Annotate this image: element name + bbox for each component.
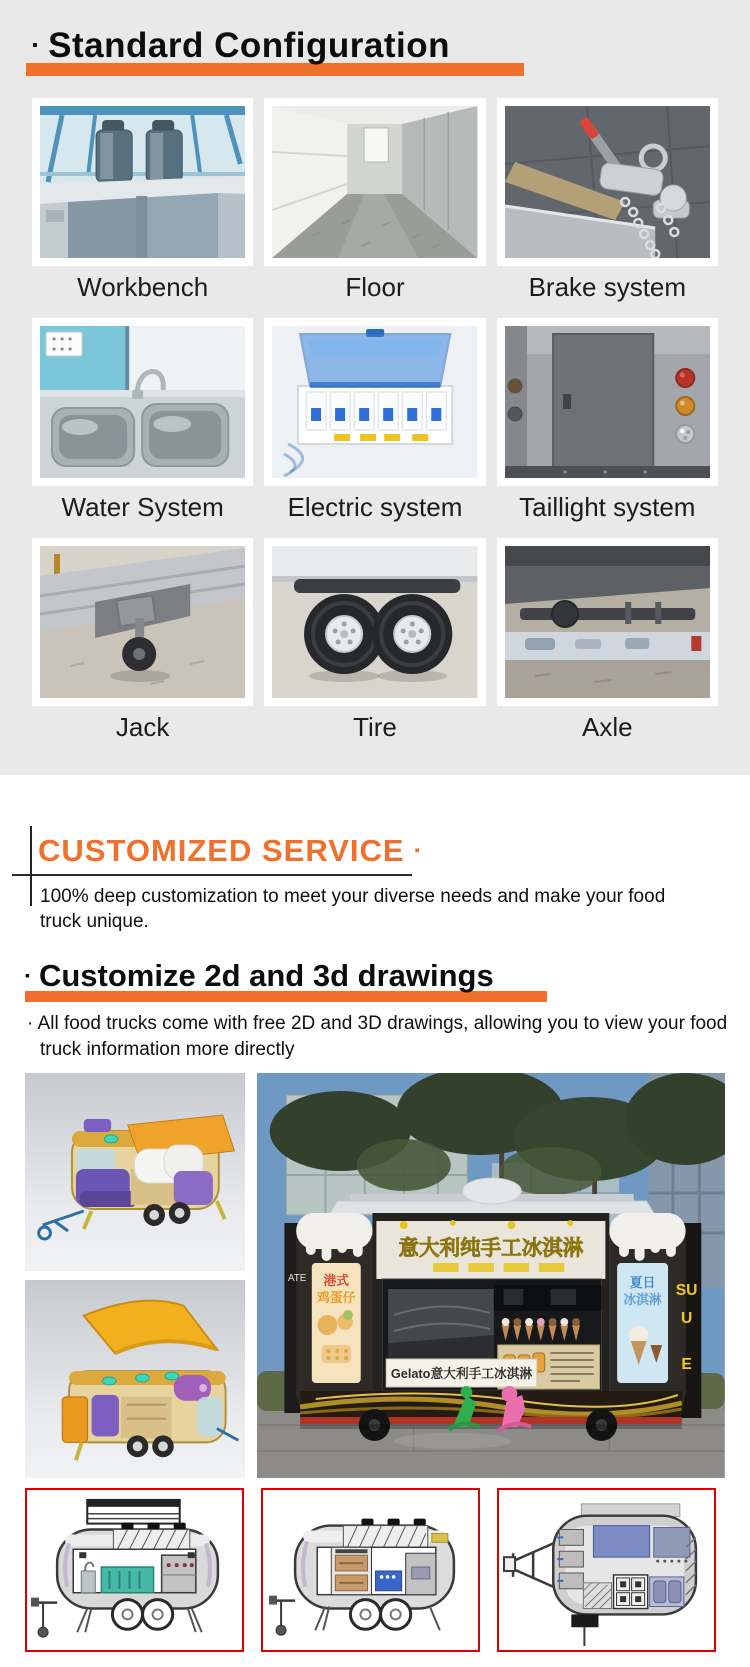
cad-drawing-1: [25, 1073, 245, 1271]
config-item-axle: [497, 538, 718, 758]
config-item-floor: [264, 98, 485, 318]
horizontal-rule: [12, 874, 412, 876]
gelato-sign-text: Gelato意大利手工冰淇淋: [391, 1365, 533, 1382]
customized-service-title: CUSTOMIZED SERVICE ▪: [38, 833, 421, 868]
right-poster-text-2: 冰淇淋: [623, 1291, 662, 1308]
truck-banner-text: 意大利纯手工冰淇淋: [398, 1236, 584, 1261]
config-item-electric: [264, 318, 485, 538]
jack-photo: [32, 538, 253, 706]
square-bullet-icon: ▪: [32, 37, 39, 54]
technical-drawing-2: [261, 1488, 480, 1652]
config-item-label: Workbench: [77, 272, 209, 302]
truck-right-edge-letter-2: U: [681, 1309, 693, 1328]
config-item-workbench: [32, 98, 253, 318]
brake-system-photo: [497, 98, 718, 266]
right-poster-text-1: 夏日: [630, 1274, 656, 1291]
left-poster-text-2: 鸡蛋仔: [317, 1289, 356, 1306]
config-item-label: Axle: [582, 712, 633, 742]
config-item-water: [32, 318, 253, 538]
config-item-label: Floor: [345, 272, 405, 302]
standard-configuration-section: [0, 0, 750, 775]
config-item-tire: [264, 538, 485, 758]
drawings-section: [0, 958, 750, 1478]
config-item-label: Tire: [353, 712, 397, 742]
config-item-brake: [497, 98, 718, 318]
water-system-photo: [32, 318, 253, 486]
config-item-label: Jack: [115, 712, 170, 742]
floor-photo: [264, 98, 485, 266]
cad-drawing-2: [25, 1280, 245, 1478]
drawings-gallery: [25, 1073, 725, 1478]
tire-photo: [264, 538, 485, 706]
standard-configuration-title: Standard Configuration: [48, 26, 450, 65]
config-item-jack: [32, 538, 253, 758]
axle-photo: [497, 538, 718, 706]
config-item-label: Taillight system: [519, 492, 696, 522]
customized-service-section: [0, 833, 750, 934]
technical-drawing-3: [497, 1488, 716, 1652]
drawings-title: Customize 2d and 3d drawings: [38, 958, 494, 993]
technical-drawing-1: [25, 1488, 244, 1652]
section-title: [25, 958, 585, 1002]
square-bullet-icon: ▪: [414, 842, 421, 859]
config-item-label: Brake system: [528, 272, 687, 302]
left-poster-text-1: 港式: [323, 1272, 350, 1289]
drawings-description: · All food trucks come with free 2D and 3D drawings, allowing you to view your food truck information more directly: [27, 1013, 728, 1060]
workbench-photo: [32, 98, 253, 266]
section-title: [32, 26, 552, 78]
configuration-grid: [32, 98, 718, 758]
config-item-taillight: [497, 318, 718, 538]
truck-right-edge-letter-1: SU: [675, 1281, 698, 1300]
vertical-rule: [30, 826, 32, 906]
truck-right-edge-letter-3: E: [681, 1355, 693, 1374]
food-truck-photo: [257, 1073, 725, 1478]
taillight-system-photo: [497, 318, 718, 486]
electric-system-photo: [264, 318, 485, 486]
truck-left-edge-text: ATE: [288, 1272, 307, 1285]
config-item-label: Electric system: [287, 492, 463, 522]
customized-service-description: 100% deep customization to meet your diverse needs and make your food truck unique.: [40, 886, 666, 932]
config-item-label: Water System: [61, 492, 224, 522]
cad-column: [25, 1073, 245, 1478]
square-bullet-icon: ▪: [25, 967, 30, 983]
2d-drawings-row: [25, 1488, 725, 1652]
